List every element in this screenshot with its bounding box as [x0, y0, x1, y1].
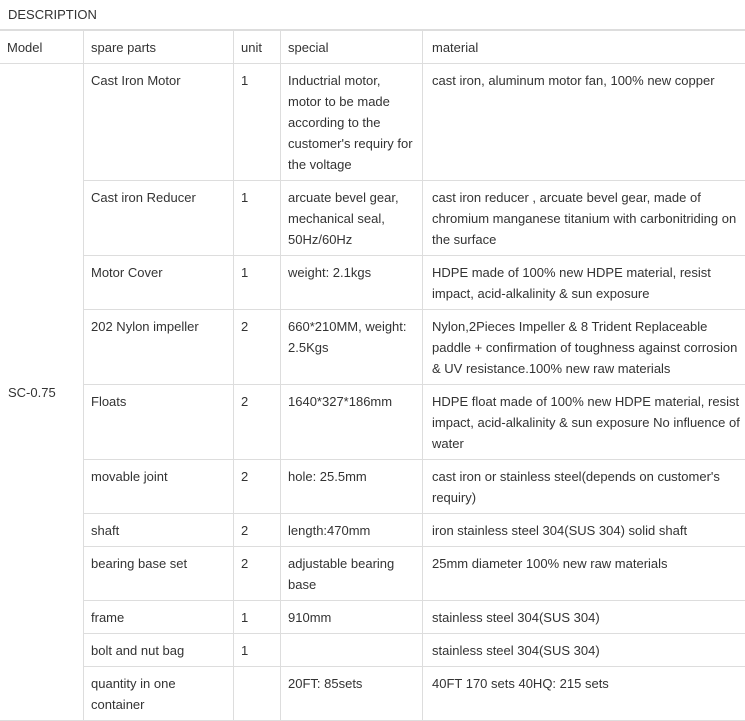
- table-row: [0, 547, 745, 601]
- header-row: [0, 31, 745, 64]
- spare-part-cell: Motor Cover: [84, 256, 234, 310]
- spare-part-cell: Cast Iron Motor: [84, 64, 234, 181]
- spare-part-cell: Cast iron Reducer: [84, 181, 234, 256]
- unit-cell: 2: [234, 385, 281, 460]
- table-row: [0, 385, 745, 460]
- table-row: [0, 310, 745, 385]
- material-cell: cast iron, aluminum motor fan, 100% new copper: [423, 64, 745, 181]
- header-unit: unit: [234, 31, 281, 64]
- material-cell: stainless steel 304(SUS 304): [423, 634, 745, 667]
- special-cell: arcuate bevel gear, mechanical seal, 50Hz/60Hz: [281, 181, 423, 256]
- unit-cell: 1: [234, 256, 281, 310]
- spare-part-cell: bolt and nut bag: [84, 634, 234, 667]
- table-row: [0, 460, 745, 514]
- container-quantity-row: [0, 667, 745, 721]
- unit-cell: 2: [234, 514, 281, 547]
- special-cell: hole: 25.5mm: [281, 460, 423, 514]
- material-cell: HDPE float made of 100% new HDPE material, resist impact, acid-alkalinity & sun exposure No influence of water: [423, 385, 745, 460]
- special-cell: 660*210MM, weight: 2.5Kgs: [281, 310, 423, 385]
- table-row: [0, 256, 745, 310]
- page-title: DESCRIPTION: [0, 0, 745, 30]
- spare-part-cell: Floats: [84, 385, 234, 460]
- material-cell: iron stainless steel 304(SUS 304) solid shaft: [423, 514, 745, 547]
- table-row: [0, 601, 745, 634]
- material-cell: 25mm diameter 100% new raw materials: [423, 547, 745, 601]
- unit-cell: 1: [234, 64, 281, 181]
- unit-cell: [234, 667, 281, 721]
- special-cell: weight: 2.1kgs: [281, 256, 423, 310]
- table-row: [0, 634, 745, 667]
- material-cell: cast iron or stainless steel(depends on customer's requiry): [423, 460, 745, 514]
- material-cell: HDPE made of 100% new HDPE material, resist impact, acid-alkalinity & sun exposure: [423, 256, 745, 310]
- spare-part-cell: frame: [84, 601, 234, 634]
- header-material: material: [423, 31, 745, 64]
- spare-part-cell: movable joint: [84, 460, 234, 514]
- special-cell: [281, 634, 423, 667]
- spare-part-cell: 202 Nylon impeller: [84, 310, 234, 385]
- special-cell: 910mm: [281, 601, 423, 634]
- material-cell: cast iron reducer , arcuate bevel gear, made of chromium manganese titanium with carbonitriding on the surface: [423, 181, 745, 256]
- special-cell: 1640*327*186mm: [281, 385, 423, 460]
- material-cell: Nylon,2Pieces Impeller & 8 Trident Replaceable paddle + confirmation of toughness against corrosion & UV resistance.100% new raw materials: [423, 310, 745, 385]
- model-cell: SC-0.75: [0, 64, 84, 721]
- header-spare-parts: spare parts: [84, 31, 234, 64]
- material-cell: 40FT 170 sets 40HQ: 215 sets: [423, 667, 745, 721]
- unit-cell: 2: [234, 547, 281, 601]
- spare-part-cell: quantity in one container: [84, 667, 234, 721]
- table-row: [0, 181, 745, 256]
- special-cell: Inductrial motor, motor to be made according to the customer's requiry for the voltage: [281, 64, 423, 181]
- special-cell: 20FT: 85sets: [281, 667, 423, 721]
- material-cell: stainless steel 304(SUS 304): [423, 601, 745, 634]
- spare-part-cell: shaft: [84, 514, 234, 547]
- spec-table: [0, 30, 745, 721]
- unit-cell: 1: [234, 601, 281, 634]
- header-model: Model: [0, 31, 84, 64]
- unit-cell: 2: [234, 310, 281, 385]
- special-cell: length:470mm: [281, 514, 423, 547]
- table-row: [0, 64, 745, 181]
- unit-cell: 1: [234, 634, 281, 667]
- unit-cell: 1: [234, 181, 281, 256]
- header-special: special: [281, 31, 423, 64]
- spare-part-cell: bearing base set: [84, 547, 234, 601]
- unit-cell: 2: [234, 460, 281, 514]
- table-row: [0, 514, 745, 547]
- special-cell: adjustable bearing base: [281, 547, 423, 601]
